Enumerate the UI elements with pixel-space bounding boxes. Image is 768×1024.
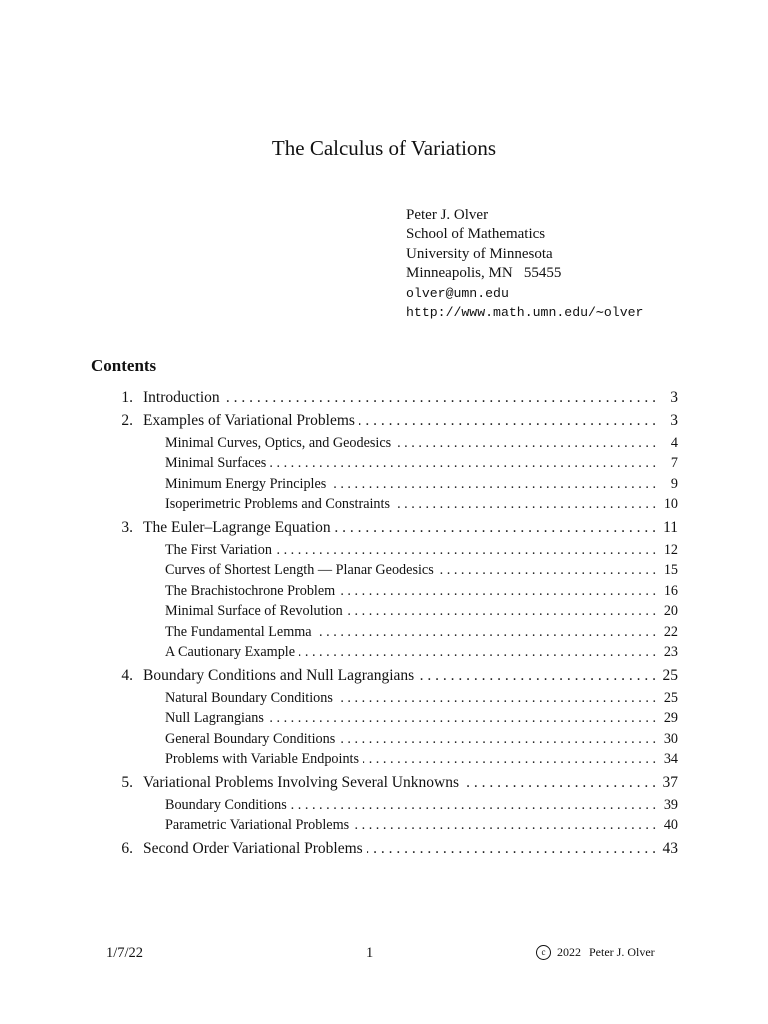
toc-entry-label: Introduction: [143, 389, 224, 407]
contents-heading: Contents: [91, 356, 157, 375]
toc-subsection-row[interactable]: [165, 476, 678, 493]
paper-title: The Calculus of Variations: [271, 136, 497, 160]
toc-section-number: 6.: [121, 840, 133, 858]
toc-entry-label: Variational Problems Involving Several Unknowns: [143, 774, 463, 792]
toc-entry-label: Minimal Surface of Revolution: [165, 603, 347, 620]
toc-section-number: 3.: [121, 518, 133, 536]
toc-leader-dots: [224, 389, 656, 407]
author-block: [406, 206, 643, 322]
toc-section-row[interactable]: [121, 411, 678, 430]
toc-page-number: 4: [656, 435, 678, 452]
toc-page-number: 43: [656, 840, 678, 858]
toc-page-number: 3: [656, 389, 678, 407]
toc-leader-dots: [291, 797, 656, 814]
toc-section-number: 1.: [121, 389, 133, 406]
footer-date: 1/7/22: [106, 945, 144, 961]
toc-page-number: 7: [656, 455, 678, 472]
toc-section-row[interactable]: [121, 666, 678, 685]
toc-leader-dots: [335, 519, 656, 537]
toc-leader-dots: [299, 644, 656, 661]
toc-subsection-row[interactable]: [165, 817, 678, 834]
toc-subsection-row[interactable]: [165, 731, 678, 748]
toc-page-number: 39: [656, 797, 678, 814]
toc-entry-label: Null Lagrangians: [165, 710, 268, 727]
toc-leader-dots: [270, 455, 656, 472]
toc-subsection-row[interactable]: [165, 562, 678, 579]
toc-entry-label: The Euler–Lagrange Equation: [143, 519, 335, 537]
toc-section-number: 2.: [121, 411, 133, 429]
toc-page-number: 10: [656, 496, 678, 513]
toc-section-row[interactable]: [121, 840, 678, 858]
copyright-icon: c: [536, 945, 551, 960]
toc-page-number: 25: [656, 690, 678, 707]
toc-leader-dots: [330, 476, 656, 493]
author-email[interactable]: olver@umn.edu: [406, 285, 509, 301]
toc-leader-dots: [339, 583, 656, 600]
toc-page-number: 34: [656, 751, 678, 768]
toc-entry-label: Examples of Variational Problems: [143, 412, 359, 430]
author-university: University of Minnesota: [406, 245, 553, 262]
toc-page-number: 37: [656, 774, 678, 792]
toc-leader-dots: [394, 496, 656, 513]
toc-page-number: 29: [656, 710, 678, 727]
toc-entry-label: Minimal Curves, Optics, and Geodesics: [165, 435, 395, 452]
toc-page-number: 3: [656, 412, 678, 430]
author-dept: School of Mathematics: [406, 226, 546, 243]
toc-page-number: 15: [656, 562, 678, 579]
toc-subsection-row[interactable]: [165, 644, 678, 661]
toc-entry-label: Boundary Conditions: [165, 797, 291, 814]
footer-page-number: 1: [366, 945, 374, 961]
toc-entry-label: The Brachistochrone Problem: [165, 583, 339, 600]
toc-entry-label: The Fundamental Lemma: [165, 624, 316, 641]
toc-leader-dots: [418, 667, 656, 685]
toc-subsection-row[interactable]: [165, 603, 678, 620]
toc-section-number: 5.: [121, 773, 133, 791]
toc-leader-dots: [359, 412, 656, 430]
toc-leader-dots: [316, 624, 656, 641]
toc-page-number: 12: [656, 542, 678, 559]
toc-leader-dots: [395, 435, 656, 452]
toc-entry-label: Isoperimetric Problems and Constraints: [165, 496, 394, 513]
toc-subsection-row[interactable]: [165, 751, 678, 768]
toc-page-number: 40: [656, 817, 678, 834]
toc-section-row[interactable]: [121, 773, 678, 792]
toc-subsection-row[interactable]: [165, 435, 678, 452]
toc-leader-dots: [339, 731, 656, 748]
toc-entry-label: Minimum Energy Principles: [165, 476, 330, 493]
copyright-author: Peter J. Olver: [589, 945, 655, 959]
toc-section-number: 4.: [121, 666, 133, 684]
toc-subsection-row[interactable]: [165, 797, 678, 814]
toc-page-number: 11: [656, 519, 678, 537]
toc-leader-dots: [337, 690, 656, 707]
toc-page-number: 22: [656, 624, 678, 641]
toc-section-row[interactable]: [121, 518, 678, 537]
toc-section-row[interactable]: [121, 389, 678, 407]
toc-subsection-row[interactable]: [165, 583, 678, 600]
toc-subsection-row[interactable]: [165, 496, 678, 513]
toc-leader-dots: [463, 774, 656, 792]
toc-leader-dots: [268, 710, 656, 727]
toc-entry-label: Second Order Variational Problems: [143, 840, 367, 858]
toc-entry-label: Boundary Conditions and Null Lagrangians: [143, 667, 418, 685]
toc-entry-label: A Cautionary Example: [165, 644, 299, 661]
copyright-year: 2022: [557, 945, 581, 959]
toc-page-number: 20: [656, 603, 678, 620]
toc-entry-label: The First Variation: [165, 542, 276, 559]
toc-entry-label: Natural Boundary Conditions: [165, 690, 337, 707]
toc-subsection-row[interactable]: [165, 542, 678, 559]
toc-leader-dots: [276, 542, 656, 559]
author-name: Peter J. Olver: [406, 207, 489, 223]
toc-leader-dots: [363, 751, 656, 768]
author-city: Minneapolis, MN 55455: [406, 265, 562, 282]
toc-leader-dots: [438, 562, 656, 579]
toc-entry-label: Curves of Shortest Length — Planar Geodesics: [165, 562, 438, 579]
toc-page-number: 23: [656, 644, 678, 661]
toc-leader-dots: [347, 603, 656, 620]
toc-entry-label: Problems with Variable Endpoints: [165, 751, 363, 768]
toc-page-number: 30: [656, 731, 678, 748]
toc-page-number: 16: [656, 583, 678, 600]
toc-leader-dots: [353, 817, 656, 834]
toc-subsection-row[interactable]: [165, 624, 678, 641]
toc-subsection-row[interactable]: [165, 455, 678, 472]
toc-subsection-row[interactable]: [165, 710, 678, 727]
toc-leader-dots: [367, 840, 656, 858]
toc-entry-label: Minimal Surfaces: [165, 455, 270, 472]
footer-copyright: [536, 945, 655, 960]
toc-entry-label: Parametric Variational Problems: [165, 817, 353, 834]
author-url[interactable]: http://www.math.umn.edu/∼olver: [406, 305, 644, 321]
toc-page-number: 9: [656, 476, 678, 493]
toc-page-number: 25: [656, 667, 678, 685]
toc-subsection-row[interactable]: [165, 690, 678, 707]
toc-entry-label: General Boundary Conditions: [165, 731, 339, 748]
